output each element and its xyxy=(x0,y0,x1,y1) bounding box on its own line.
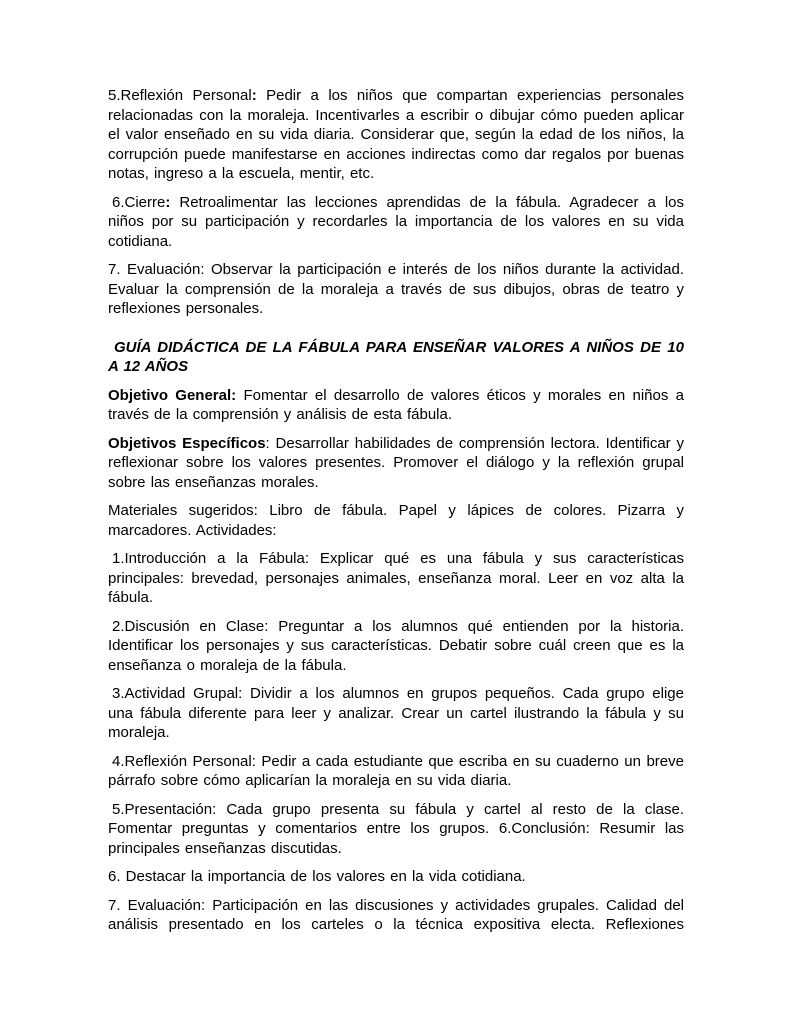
paragraph-6-destacar-run-0: 6. Destacar la importancia de los valores en la vida cotidiana. xyxy=(108,868,526,885)
paragraph-6-cierre-run-0: 6.Cierre xyxy=(112,193,166,211)
paragraph-6-cierre-run-2: Retroalimentar las lecciones aprendidas de la fábula. Agradecer a los niños por su participación y recordarles la importancia de los valores en su vida cotidiana. xyxy=(108,193,684,250)
paragraph-3-actividad-grupal xyxy=(108,684,684,743)
paragraph-7-evaluacion xyxy=(108,260,684,319)
paragraph-7-evaluacion-run-0: 7. Evaluación: Observar la participación e interés de los niños durante la actividad. Evaluar la comprensión de la moraleja a través de sus dibujos, obras de teatro y reflexiones personales. xyxy=(108,261,684,317)
paragraph-7-evaluacion-final xyxy=(108,896,684,935)
paragraph-3-actividad-grupal-run-0: 3.Actividad Grupal: Dividir a los alumnos en grupos pequeños. Cada grupo elige una fábula diferente para leer y analizar. Crear un cartel ilustrando la fábula y su moraleja. xyxy=(108,685,684,741)
paragraph-6-cierre-run-1: : xyxy=(165,193,171,211)
paragraph-5-reflexion-personal xyxy=(108,86,684,184)
paragraph-5-reflexion-personal-run-1: : xyxy=(251,87,257,104)
heading-guia-didactica xyxy=(108,338,684,377)
paragraph-materiales-sugeridos xyxy=(108,501,684,540)
paragraph-objetivo-general xyxy=(108,386,684,425)
paragraph-6-cierre xyxy=(108,193,684,252)
paragraph-2-discusion-en-clase-run-0: 2.Discusión en Clase: Preguntar a los alumnos qué entienden por la historia. Identificar los personajes y sus características. Debatir sobre cuál creen que es la enseñanza o moraleja de la fábula. xyxy=(108,617,684,674)
paragraph-5-presentacion-run-0: 5.Presentación: Cada grupo presenta su fábula y cartel al resto de la clase. Fomentar preguntas y comentarios entre los grupos. 6.Conclusión: Resumir las principales enseñanzas discutidas. xyxy=(108,800,684,857)
document-body xyxy=(108,86,684,935)
paragraph-4-reflexion-personal xyxy=(108,752,684,791)
paragraph-7-evaluacion-final-run-0: 7. Evaluación: Participación en las discusiones y actividades grupales. Calidad del análisis presentado en los carteles o la técnica expositiva electa. Reflexiones xyxy=(108,896,684,933)
paragraph-1-introduccion-a-la-fabula-run-0: 1.Introducción a la Fábula: Explicar qué es una fábula y sus características principales: brevedad, personajes animales, enseñanza moral. Leer en voz alta la fábula. xyxy=(108,550,684,606)
paragraph-objetivo-general-run-0: Objetivo General: xyxy=(108,386,237,404)
paragraph-6-destacar xyxy=(108,867,684,887)
paragraph-objetivo-general-run-1: Fomentar el desarrollo de valores éticos y morales en niños a través de la comprensión y análisis de esta fábula. xyxy=(108,386,684,423)
paragraph-objetivos-especificos-run-0: Objetivos Específicos xyxy=(108,434,266,452)
paragraph-objetivos-especificos-run-1: : Desarrollar habilidades de comprensión lectora. Identificar y reflexionar sobre los valores presentes. Promover el diálogo y la reflexión grupal sobre las enseñanzas morales. xyxy=(108,434,684,491)
paragraph-objetivos-especificos xyxy=(108,434,684,493)
heading-guia-didactica-run-0: GUÍA DIDÁCTICA DE LA FÁBULA PARA ENSEÑAR VALORES A NIÑOS DE 10 A 12 AÑOS xyxy=(108,338,684,375)
paragraph-4-reflexion-personal-run-0: 4.Reflexión Personal: Pedir a cada estudiante que escriba en su cuaderno un breve párrafo sobre cómo aplicarían la moraleja en su vida diaria. xyxy=(108,752,684,789)
paragraph-5-reflexion-personal-run-0: 5.Reflexión Personal xyxy=(108,87,252,104)
paragraph-5-reflexion-personal-run-2: Pedir a los niños que compartan experiencias personales relacionadas con la moraleja. Incentivarles a escribir o dibujar cómo pueden aplicar el valor enseñado en su vida diaria. Considerar que, según la edad de los niños, la corrupción puede manifestarse en acciones indirectas como dar regalos por buenas notas, ingreso a la escuela, mentir, etc. xyxy=(108,87,684,182)
paragraph-1-introduccion-a-la-fabula xyxy=(108,549,684,608)
paragraph-2-discusion-en-clase xyxy=(108,617,684,676)
paragraph-materiales-sugeridos-run-0: Materiales sugeridos: Libro de fábula. Papel y lápices de colores. Pizarra y marcadores. Actividades: xyxy=(108,502,684,539)
paragraph-5-presentacion xyxy=(108,800,684,859)
